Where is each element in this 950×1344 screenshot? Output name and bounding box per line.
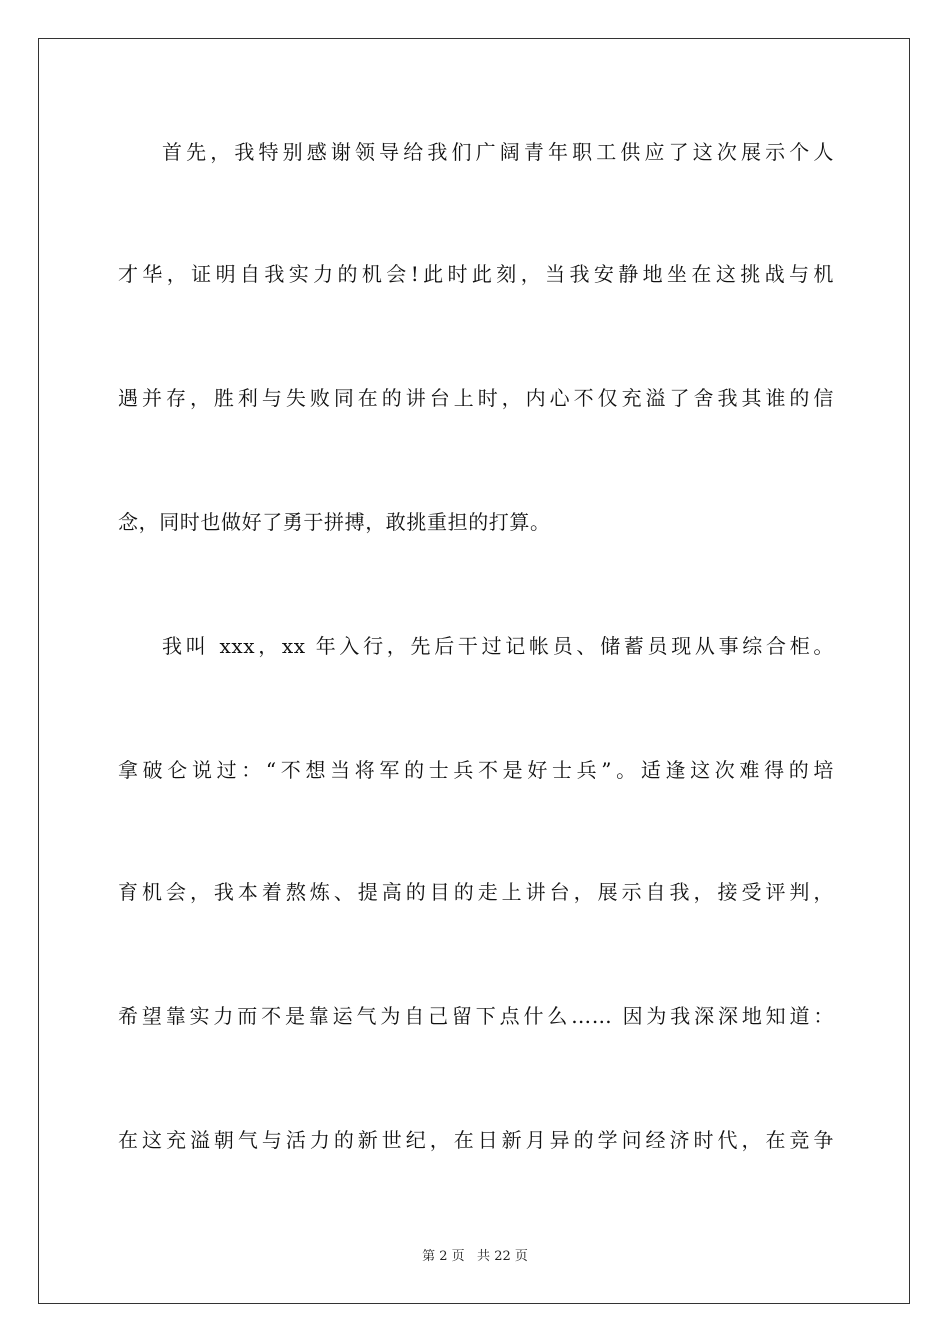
paragraph-1-line-3: 遇并存，胜利与失败同在的讲台上时，内心不仅充溢了舍我其谁的信 [118, 386, 834, 410]
paragraph-2-line-4: 希望靠实力而不是靠运气为自己留下点什么…… 因为我深深地知道： [118, 1004, 834, 1028]
page-border [38, 38, 910, 1304]
paragraph-2-line-3: 育机会，我本着熬炼、提高的目的走上讲台，展示自我，接受评判， [118, 880, 834, 904]
paragraph-1-line-1: 首先，我特别感谢领导给我们广阔青年职工供应了这次展示个人 [162, 140, 834, 164]
page-number-footer: 第 2 页 共 22 页 [422, 1249, 528, 1264]
paragraph-2-line-1: 我叫 xxx，xx 年入行，先后干过记帐员、储蓄员现从事综合柜。 [162, 634, 834, 658]
paragraph-1-line-2: 才华，证明自我实力的机会!此时此刻，当我安静地坐在这挑战与机 [118, 262, 834, 286]
paragraph-1-line-4: 念，同时也做好了勇于拼搏，敢挑重担的打算。 [118, 510, 551, 534]
paragraph-2-line-5: 在这充溢朝气与活力的新世纪，在日新月异的学问经济时代，在竞争 [118, 1128, 834, 1152]
paragraph-2-line-2: 拿破仑说过：“不想当将军的士兵不是好士兵”。适逢这次难得的培 [118, 758, 834, 782]
